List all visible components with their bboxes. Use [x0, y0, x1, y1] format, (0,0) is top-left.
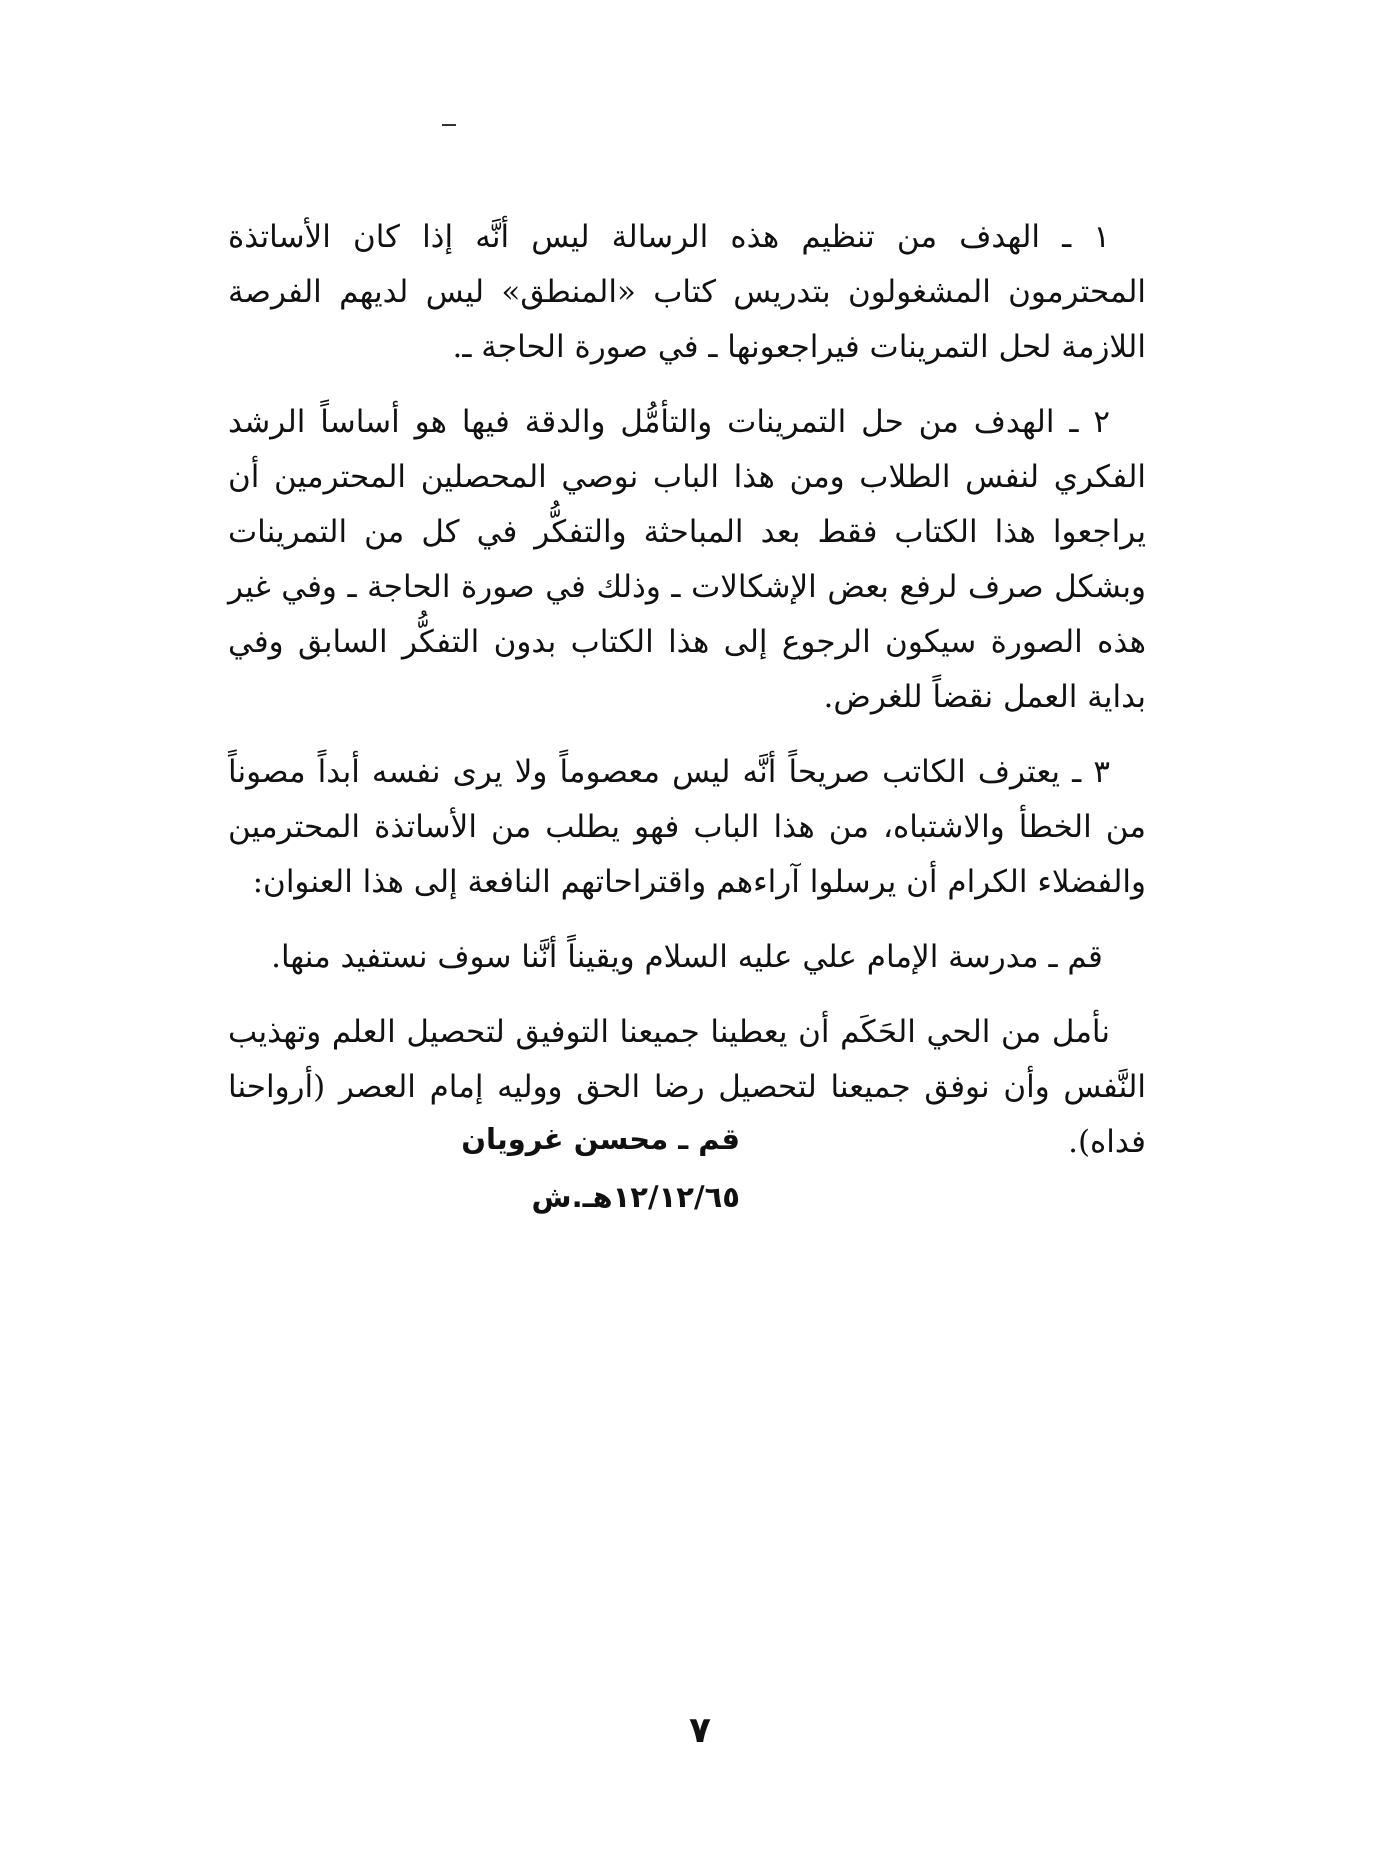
signature-date: ١٢/١٢/٦٥هـ.ش — [531, 1180, 740, 1214]
header-dash — [442, 124, 456, 126]
closing-paragraph: نأمل من الحي الحَكَم أن يعطينا جميعنا التوفيق لتحصيل العلم وتهذيب النَّفس وأن نوفق جميعنا لتحصيل رضا الحق ووليه إمام العصر (أرواحنا فداه). — [228, 1014, 1146, 1160]
paragraph-2: ٢ ـ الهدف من حل التمرينات والتأمُّل والدقة فيها هو أساساً الرشد الفكري لنفس الطلاب ومن هذا الباب نوصي المحصلين المحترمين أن يراجعوا هذا الكتاب فقط بعد المباحثة والتفكُّر في كل من التمرينات وبشكل صرف لرفع بعض الإشكالات ـ وذلك في صورة الحاجة ـ وفي غير هذه الصورة سيكون الرجوع إلى هذا الكتاب بدون التفكُّر السابق وفي بداية العمل نقضاً للغرض. — [228, 404, 1146, 715]
page-number: ٧ — [689, 1710, 711, 1751]
body-text — [228, 210, 1146, 1190]
paragraph-1: ١ ـ الهدف من تنظيم هذه الرسالة ليس أنَّه إذا كان الأساتذة المحترمون المشغولون بتدريس كتاب «المنطق» ليس لديهم الفرصة اللازمة لحل التمرينات فيراجعونها ـ في صورة الحاجة ـ. — [228, 219, 1146, 365]
signature-name: قم ـ محسن غرويان — [461, 1122, 740, 1156]
signature-block — [340, 1110, 740, 1226]
paragraph-3: ٣ ـ يعترف الكاتب صريحاً أنَّه ليس معصوماً ولا يرى نفسه أبداً مصوناً من الخطأ والاشتباه، من هذا الباب فهو يطلب من الأساتذة المحترمين والفضلاء الكرام أن يرسلوا آراءهم واقتراحاتهم النافعة إلى هذا العنوان: — [228, 754, 1146, 900]
address-line: قم ـ مدرسة الإمام علي عليه السلام ويقيناً أنَّنا سوف نستفيد منها. — [271, 939, 1103, 975]
